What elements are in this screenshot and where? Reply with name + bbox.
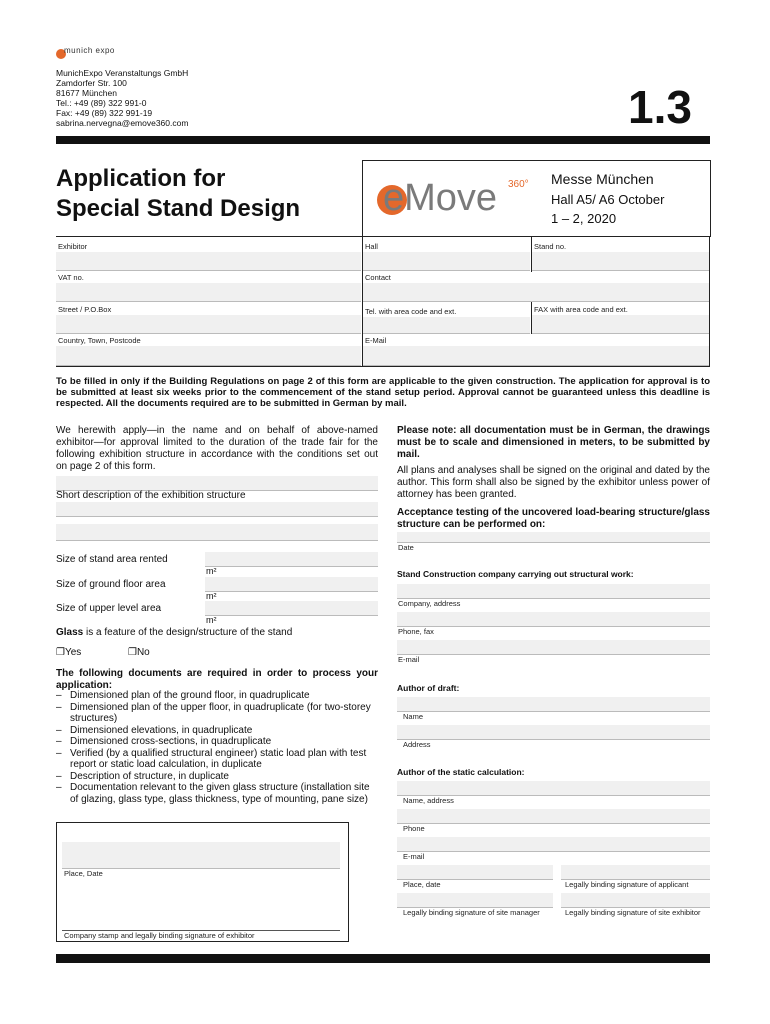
static-name-address-field[interactable] <box>397 781 710 796</box>
header-bar <box>56 136 710 144</box>
email-label: E-Mail <box>365 336 387 345</box>
glass-rest: is a feature of the design/structure of the stand <box>83 627 293 638</box>
emove-logo <box>377 179 537 223</box>
country-label: Country, Town, Postcode <box>58 336 141 345</box>
list-item: – Description of structure, in duplicate <box>56 771 378 783</box>
contact-field[interactable] <box>363 283 709 302</box>
stand-no-label: Stand no. <box>534 242 567 251</box>
phone-fax-field[interactable] <box>397 612 710 627</box>
place-date-right-label: Place, date <box>403 880 441 889</box>
list-item: – Dimensioned elevations, in quadruplicate <box>56 725 378 737</box>
site-exhibitor-signature-field[interactable] <box>561 893 710 908</box>
author-draft-heading: Author of draft: <box>397 683 460 693</box>
street: Zamdorfer Str. 100 <box>56 78 127 88</box>
vat-no-label: VAT no. <box>58 273 84 282</box>
draft-address-label: Address <box>403 740 431 749</box>
size-upper-unit: m² <box>206 615 217 625</box>
exhibitor-field[interactable] <box>56 252 361 271</box>
size-stand-field[interactable] <box>205 552 378 567</box>
email-field[interactable] <box>363 346 709 366</box>
static-email-label: E-mail <box>403 852 425 861</box>
static-phone-field[interactable] <box>397 809 710 824</box>
company-address-field[interactable] <box>397 584 710 599</box>
size-upper-field[interactable] <box>205 601 378 616</box>
list-item: – Verified (by a qualified structural engineer) static load plan with test report or static load calculation, in duplicate <box>56 748 378 771</box>
size-ground-field[interactable] <box>205 577 378 592</box>
list-item: – Dimensioned cross-sections, in quadruplicate <box>56 736 378 748</box>
short-desc-label: Short description of the exhibition structure <box>56 490 246 501</box>
size-ground-unit: m² <box>206 591 217 601</box>
vat-no-field[interactable] <box>56 283 361 302</box>
applicant-signature-label: Legally binding signature of applicant <box>565 880 689 889</box>
street-label: Street / P.O.Box <box>58 305 112 314</box>
site-manager-signature-label: Legally binding signature of site manager <box>403 908 540 917</box>
application-intro: We herewith apply—in the name and on behalf of above-named exhibitor—for approval limited to the duration of the trade fair for the following exhibition structure in accordance with the conditions set out on page 2 of this form. <box>56 425 378 472</box>
draft-name-label: Name <box>403 712 424 721</box>
title-line-1: Application for <box>56 165 226 192</box>
glass-yes-checkbox[interactable]: ❐Yes <box>56 647 82 658</box>
contact-label: Contact <box>365 273 391 282</box>
short-desc-field-1[interactable] <box>56 476 378 491</box>
list-item: – Documentation relevant to the given glass structure (installation site of glazing, glass type, glass thickness, type of mounting, pane size) <box>56 782 378 805</box>
telephone: Tel.: +49 (89) 322 991-0 <box>56 98 147 108</box>
event-box <box>362 160 711 237</box>
fax-label: FAX with area code and ext. <box>534 305 628 314</box>
tel-label: Tel. with area code and ext. <box>365 307 457 316</box>
event-venue: Messe München <box>551 171 654 187</box>
grid-divider-2 <box>709 236 710 366</box>
form-number: 1.3 <box>628 81 692 133</box>
stand-no-field[interactable] <box>532 252 709 271</box>
footer-bar <box>56 954 710 963</box>
event-dates: 1 – 2, 2020 <box>551 211 617 226</box>
grid-bottom <box>56 366 710 367</box>
site-exhibitor-signature-label: Legally binding signature of site exhibitor <box>565 908 701 917</box>
company-email-label: E-mail <box>398 655 420 664</box>
list-item: – Dimensioned plan of the upper floor, in quadruplicate (for two-storey structures) <box>56 702 378 725</box>
glass-question <box>56 627 292 638</box>
size-upper-label: Size of upper level area <box>56 603 162 614</box>
organizer-address <box>56 68 188 128</box>
site-manager-signature-field[interactable] <box>397 893 553 908</box>
page-title <box>56 164 300 224</box>
static-phone-label: Phone <box>403 824 425 833</box>
date-field[interactable] <box>397 532 710 543</box>
docs-heading: The following documents are required in order to process your application: <box>56 668 378 691</box>
tel-field[interactable] <box>363 317 530 334</box>
glass-bold: Glass <box>56 627 84 638</box>
company-stamp-label: Company stamp and legally binding signature of exhibitor <box>64 931 255 940</box>
city: 81677 München <box>56 88 117 98</box>
size-stand-label: Size of stand area rented <box>56 554 168 565</box>
size-ground-label: Size of ground floor area <box>56 579 166 590</box>
company-email-field[interactable] <box>397 640 710 655</box>
hall-field[interactable] <box>363 252 530 271</box>
short-desc-field-3[interactable] <box>56 524 378 541</box>
static-email-field[interactable] <box>397 837 710 852</box>
phone-fax-label: Phone, fax <box>398 627 434 636</box>
draft-address-field[interactable] <box>397 725 710 740</box>
event-hall: Hall A5/ A6 October <box>551 192 665 207</box>
company-address-label: Company, address <box>398 599 461 608</box>
street-field[interactable] <box>56 315 361 334</box>
place-date-right-field[interactable] <box>397 865 553 880</box>
country-field[interactable] <box>56 346 361 366</box>
company-name: MunichExpo Veranstaltungs GmbH <box>56 68 189 78</box>
author-static-heading: Author of the static calculation: <box>397 767 525 777</box>
emove-logo-text: eMove <box>383 177 498 219</box>
required-docs-list <box>56 690 378 805</box>
plans-note: All plans and analyses shall be signed on the original and dated by the author. This form shall also be signed by the exhibitor unless power of attorney has been granted. <box>397 465 710 500</box>
glass-no-checkbox[interactable]: ❐No <box>128 647 150 658</box>
fax-field[interactable] <box>532 315 709 334</box>
draft-name-field[interactable] <box>397 697 710 712</box>
stamp-signature-field[interactable] <box>62 890 340 931</box>
munich-expo-logo <box>56 46 116 66</box>
place-date-label: Place, Date <box>64 869 103 878</box>
notice-text: To be filled in only if the Building Regulations on page 2 of this form are applicable to the given construction. The application for approval is to be submitted at least six weeks prior to the commencement of the stand setup period. Approval cannot be guaranteed unless this deadline is respected. All the documents required are to be submitted in German by mail. <box>56 376 710 409</box>
date-label: Date <box>398 543 414 552</box>
title-line-2: Special Stand Design <box>56 195 301 222</box>
logo-text: munich expo <box>64 46 115 55</box>
stand-company-heading: Stand Construction company carrying out structural work: <box>397 569 634 579</box>
emove-logo-sup: 360° <box>508 179 529 190</box>
exhibitor-label: Exhibitor <box>58 242 88 251</box>
place-date-field[interactable] <box>62 842 340 869</box>
email: sabrina.nervegna@emove360.com <box>56 118 189 128</box>
static-name-address-label: Name, address <box>403 796 454 805</box>
short-desc-field-2[interactable] <box>56 502 378 517</box>
please-note: Please note: all documentation must be in German, the drawings must be to scale and dimensioned in meters, to be submitted by mail. <box>397 425 710 460</box>
list-item: – Dimensioned plan of the ground floor, in quadruplicate <box>56 690 378 702</box>
applicant-signature-field[interactable] <box>561 865 710 880</box>
acceptance-testing: Acceptance testing of the uncovered load-bearing structure/glass structure can be performed on: <box>397 507 710 530</box>
hall-label: Hall <box>365 242 378 251</box>
size-stand-unit: m² <box>206 566 217 576</box>
fax: Fax: +49 (89) 322 991-19 <box>56 108 153 118</box>
